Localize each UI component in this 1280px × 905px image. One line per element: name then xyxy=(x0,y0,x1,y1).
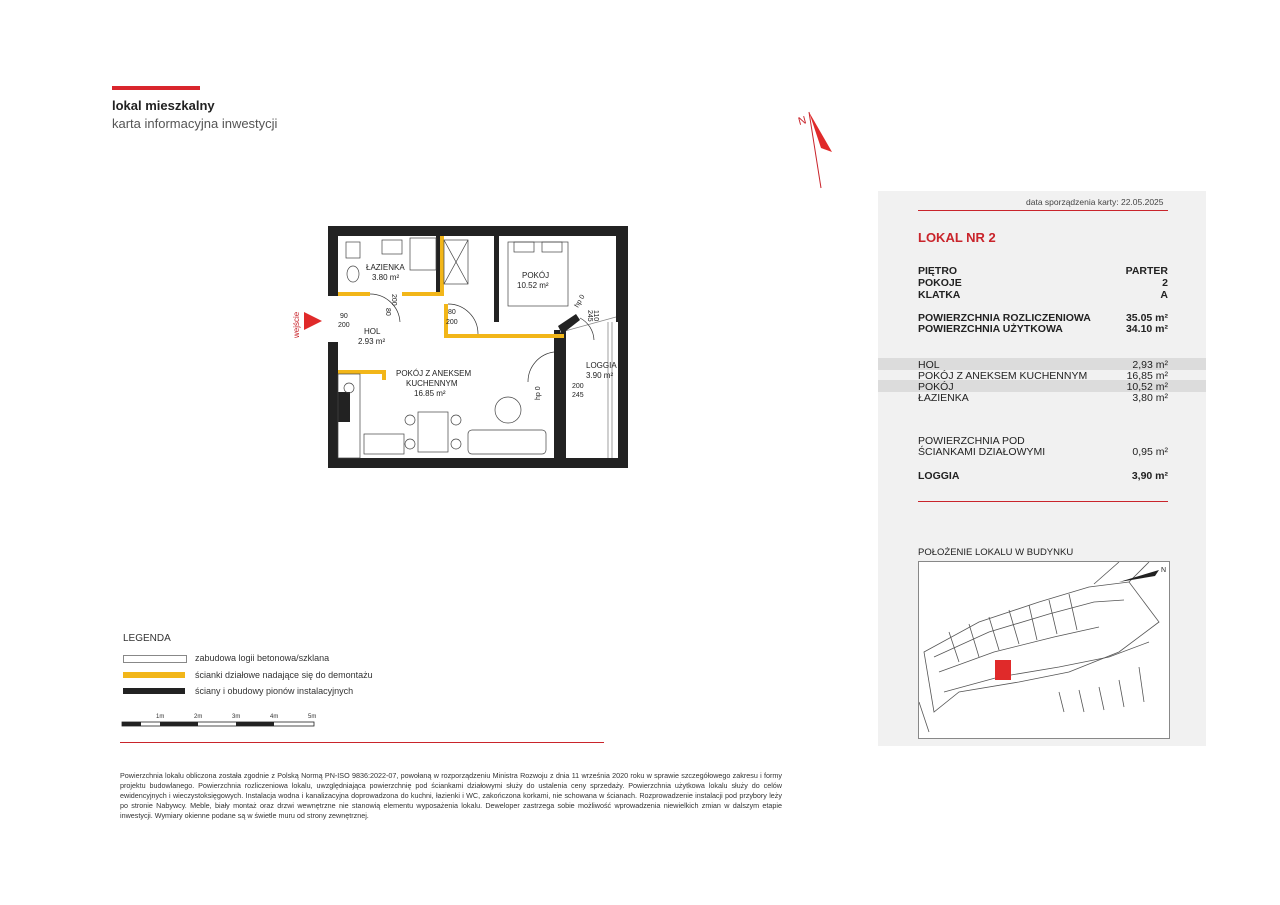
pietro-row xyxy=(918,265,1168,276)
pietro-value: PARTER xyxy=(1125,265,1168,277)
dim-label: 245 xyxy=(586,310,593,322)
scale-label: 3m xyxy=(232,714,241,720)
room-area-lazienka: 3.80 m² xyxy=(372,273,400,282)
north-letter: N xyxy=(796,114,808,129)
map-north-arrow-icon xyxy=(1119,567,1166,582)
pokoje-row xyxy=(918,277,1168,288)
scale-bar xyxy=(120,710,320,730)
room-row-kuchnia: POKÓJ Z ANEKSEM KUCHENNYM 16,85 m² xyxy=(918,370,1168,382)
polozenie-title: POŁOŻENIE LOKALU W BUDYNKU xyxy=(918,547,1074,558)
floor-plan xyxy=(318,222,648,472)
dim-label: 200 xyxy=(572,383,584,390)
room-name-pokoj: POKÓJ xyxy=(522,271,550,280)
dim-label: 200 xyxy=(446,319,458,326)
legend-label-wall: ściany i obudowy pionów instalacyjnych xyxy=(195,686,354,696)
dim-label: 80 xyxy=(448,309,456,316)
scale-label: 1m xyxy=(156,714,165,720)
loggia-value: 3,90 m² xyxy=(1131,470,1168,482)
pow-rozliczeniowa-row xyxy=(918,312,1168,323)
lokal-location-highlight xyxy=(995,660,1011,680)
dim-label: 80 xyxy=(384,308,391,316)
legend-label-loggia: zabudowa logii betonowa/szklana xyxy=(195,653,330,663)
room-area-pokoj: 10.52 m² xyxy=(517,281,549,290)
room-name-loggia: LOGGIA xyxy=(586,361,617,370)
pietro-label: PIĘTRO xyxy=(918,265,958,277)
room-name-kuchnia-2: KUCHENNYM xyxy=(406,379,458,388)
page-subtitle: karta informacyjna inwestycji xyxy=(112,116,278,131)
loggia-label: LOGGIA xyxy=(918,470,960,482)
scianki-label-1: POWIERZCHNIA POD xyxy=(918,435,1025,447)
legend-swatch-wall xyxy=(123,688,185,694)
room-name-kuchnia-1: POKÓJ Z ANEKSEM xyxy=(396,369,472,378)
divider xyxy=(918,501,1168,502)
dim-label: hp 0 xyxy=(535,386,542,400)
dim-label: 200 xyxy=(390,294,397,306)
scianki-label-2: ŚCIANKAMI DZIAŁOWYMI xyxy=(918,446,1046,458)
dim-label: hp 0 xyxy=(573,293,587,309)
room-area-kuchnia: 16.85 m² xyxy=(414,389,446,398)
dim-label: 200 xyxy=(338,322,350,329)
dim-label: 245 xyxy=(572,392,584,399)
room-name-lazienka: ŁAZIENKA xyxy=(366,263,405,272)
svg-text:N: N xyxy=(1161,567,1167,574)
building-location-map xyxy=(918,561,1170,739)
pow-uzytkowa-row xyxy=(918,323,1168,334)
scale-label: 2m xyxy=(194,714,203,720)
dim-label: 90 xyxy=(340,313,348,320)
header-accent-bar xyxy=(112,86,200,90)
room-area-hol: 2.93 m² xyxy=(358,337,386,346)
loggia-row xyxy=(918,470,1168,481)
divider xyxy=(918,210,1168,211)
pokoje-value: 2 xyxy=(1162,277,1168,289)
scianki-value: 0,95 m² xyxy=(1132,446,1168,458)
pow-uzytkowa-label: POWIERZCHNIA UŻYTKOWA xyxy=(918,323,1063,335)
klatka-value: A xyxy=(1160,289,1168,301)
klatka-row xyxy=(918,289,1168,300)
divider xyxy=(120,742,604,743)
entrance-label: wejście xyxy=(292,311,301,338)
pow-rozliczeniowa-label: POWIERZCHNIA ROZLICZENIOWA xyxy=(918,312,1091,324)
room-row-pokoj: POKÓJ 10,52 m² xyxy=(918,381,1168,393)
room-area-loggia: 3.90 m² xyxy=(586,371,614,380)
legend-label-partition: ścianki działowe nadające się do demontażu xyxy=(195,670,373,680)
legend-title: LEGENDA xyxy=(123,633,171,644)
room-name-hol: HOL xyxy=(364,327,381,336)
klatka-label: KLATKA xyxy=(918,289,961,301)
north-arrow-icon xyxy=(795,108,840,193)
scale-label: 4m xyxy=(270,714,279,720)
pow-rozliczeniowa-value: 35.05 m² xyxy=(1125,312,1168,324)
legend-swatch-loggia xyxy=(123,655,187,663)
room-row-hol: HOL 2,93 m² xyxy=(918,359,1168,371)
legend-swatch-partition xyxy=(123,672,185,678)
page-title: lokal mieszkalny xyxy=(112,98,215,113)
card-date: data sporządzenia karty: 22.05.2025 xyxy=(1026,197,1164,207)
pow-uzytkowa-value: 34.10 m² xyxy=(1125,323,1168,335)
lokal-number: LOKAL NR 2 xyxy=(918,230,996,245)
pokoje-label: POKOJE xyxy=(918,277,962,289)
scale-label: 5m xyxy=(308,714,317,720)
room-row-lazienka: ŁAZIENKA 3,80 m² xyxy=(918,392,1168,404)
dim-label: 110 xyxy=(592,310,599,322)
footnote: Powierzchnia lokalu obliczona została zgodnie z Polską Normą PN-ISO 9836:2022-07, powołaną w rozporządzeniu Ministra Rozwoju z dnia 11 września 2020 roku w sprawie szczegółowego zakresu i formy projektu budowlanego. Powierzchnia rozliczeniowa lokalu, uwzględniająca powierzchnię pod ściankami działowymi służy do ustalenia ceny sprzedaży. Powierzchnia użytkowa lokalu służy do celów ewidencyjnych i wieczystoksięgowych. Instalacja wodna i kanalizacyjna doprowadzona do kuchni, łazienki i WC, zakończona korkami, nie schowana w ścianach. Rozprowadzenie instalacji pod przybory leży po stronie Nabywcy. Meble, biały montaż oraz drzwi wewnętrzne nie stanowią elementu wyposażenia lokalu. Deweloper zastrzega sobie możliwość wprowadzenia niewielkich zmian w dalszym etapie inwestycji. Wymiary okienne podane są w świetle muru od strony zewnętrznej. xyxy=(120,771,782,820)
